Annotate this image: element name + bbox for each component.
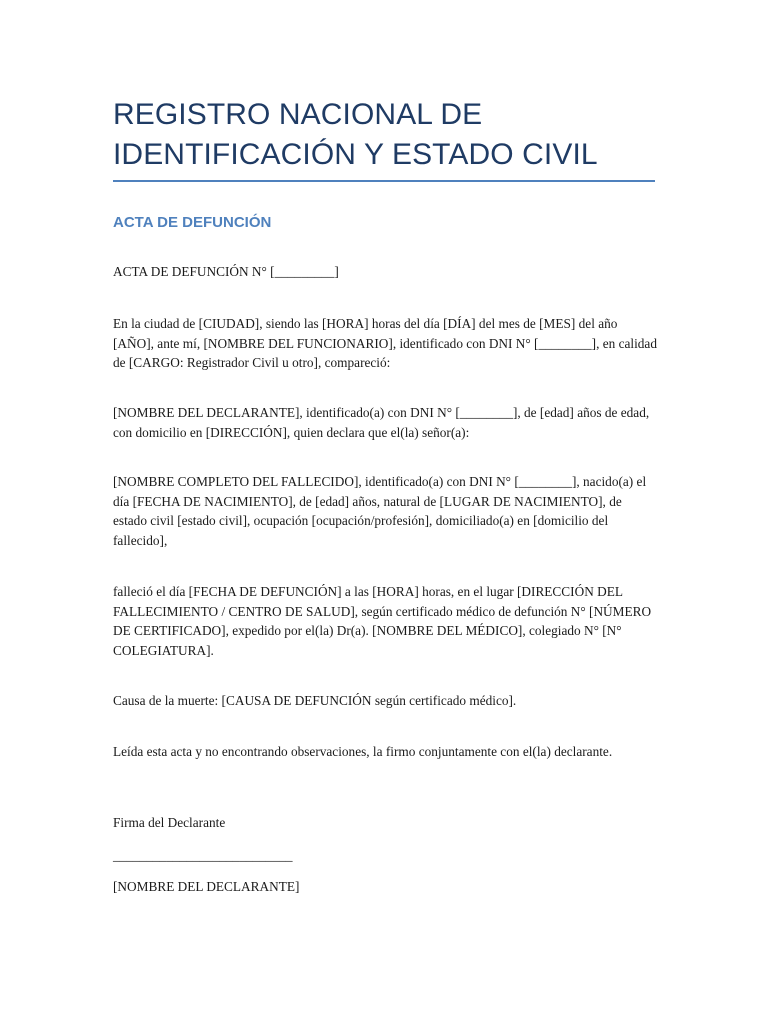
document-subtitle: ACTA DE DEFUNCIÓN [113, 214, 272, 231]
deceased-paragraph: [NOMBRE COMPLETO DEL FALLECIDO], identificado(a) con DNI N° [________], nacido(a) el día [FECHA DE NACIMIENTO], de [edad] años, natural de [LUGAR DE NACIMIENTO], de estado civil [estado civil], ocupación [ocupación/profesión], domiciliado(a) en [domicilio del fallecido], [113, 474, 647, 548]
cause-of-death-paragraph: Causa de la muerte: [CAUSA DE DEFUNCIÓN según certificado médico]. [113, 693, 517, 708]
signature-line: ___________________________ [113, 848, 293, 863]
closing-paragraph: Leída esta acta y no encontrando observaciones, la firmo conjuntamente con el(la) declarante. [113, 744, 613, 759]
declarant-paragraph: [NOMBRE DEL DECLARANTE], identificado(a) con DNI N° [________], de [edad] años de edad, con domicilio en [DIRECCIÓN], quien declara que el(la) señor(a): [113, 405, 650, 440]
death-details-paragraph: falleció el día [FECHA DE DEFUNCIÓN] a las [HORA] horas, en el lugar [DIRECCIÓN DEL FALLECIMIENTO / CENTRO DE SALUD], según certificado médico de defunción N° [NÚMERO DE CERTIFICADO], expedido por el(la) Dr(a). [NOMBRE DEL MÉDICO], colegiado N° [N° COLEGIATURA]. [113, 584, 652, 658]
title-divider [113, 180, 655, 182]
document-title: REGISTRO NACIONAL DE IDENTIFICACIÓN Y ESTADO CIVIL [113, 98, 598, 171]
act-number-line: ACTA DE DEFUNCIÓN N° [_________] [113, 264, 339, 279]
declarant-name-placeholder: [NOMBRE DEL DECLARANTE] [113, 879, 300, 894]
signature-label: Firma del Declarante [113, 815, 226, 830]
opening-paragraph: En la ciudad de [CIUDAD], siendo las [HORA] horas del día [DÍA] del mes de [MES] del año [AÑO], ante mí, [NOMBRE DEL FUNCIONARIO], identificado con DNI N° [________], en calidad de [CARGO: Registrador Civil u otro], compareció: [113, 316, 657, 370]
